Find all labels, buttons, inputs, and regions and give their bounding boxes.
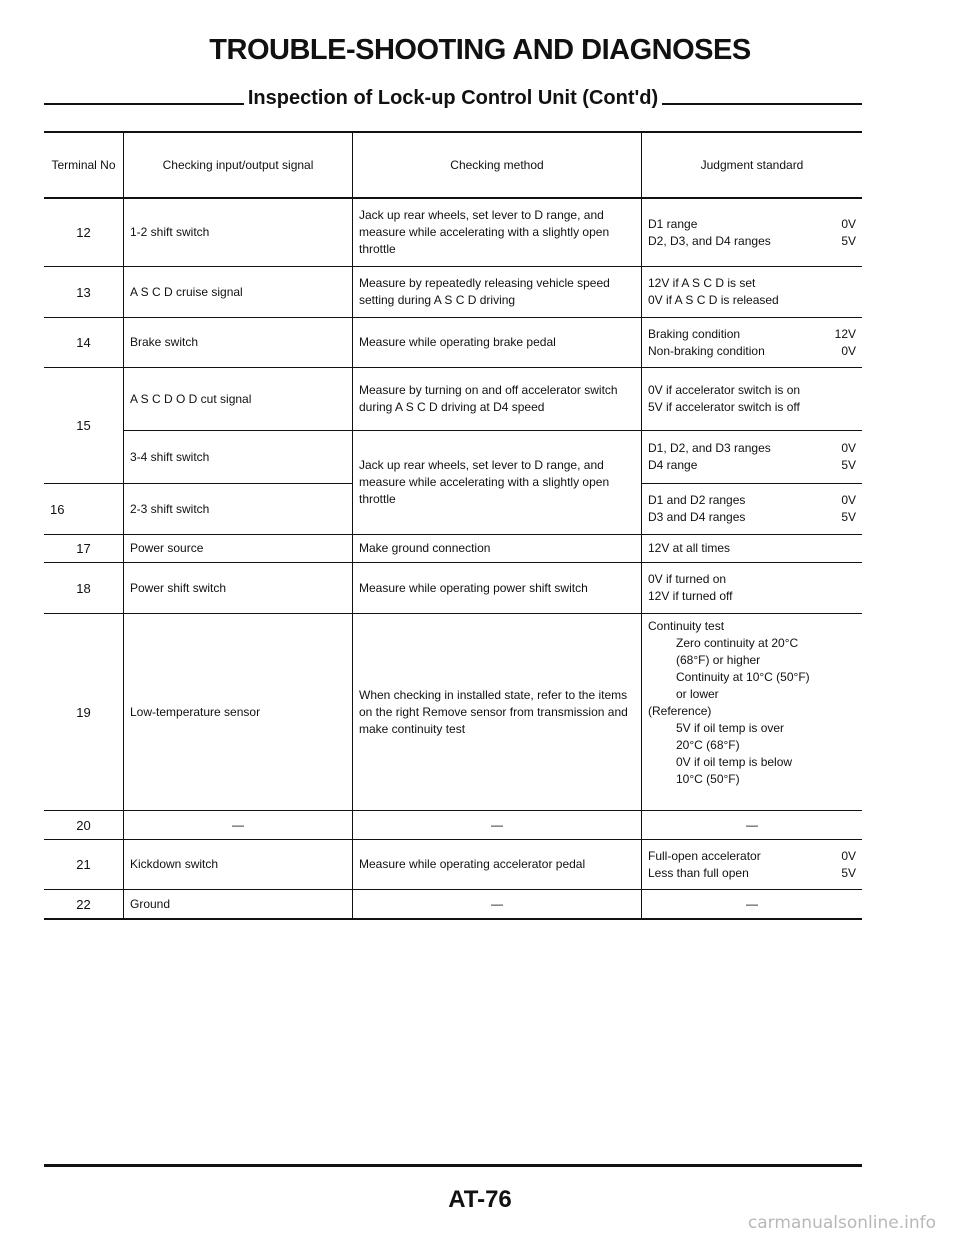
signal-name: — (123, 811, 352, 839)
table-row (44, 267, 862, 318)
table-row (44, 614, 862, 811)
page-number: AT-76 (448, 1186, 512, 1213)
judgment-standard: D1 and D2 ranges 0V D3 and D4 ranges 5V (641, 484, 862, 534)
checking-method: Make ground connection (352, 535, 641, 562)
judgment-standard: D1 range 0V D2, D3, and D4 ranges 5V (641, 199, 862, 266)
diagnosis-table (44, 131, 862, 920)
signal-name: Low-temperature sensor (123, 614, 352, 810)
judgment-standard: 12V at all times (641, 535, 862, 562)
terminal-number: 13 (76, 284, 91, 300)
terminal-number: 17 (76, 541, 91, 556)
signal-name: Power shift switch (123, 563, 352, 613)
signal-name: Kickdown switch (123, 840, 352, 889)
signal-name: Power source (123, 535, 352, 562)
watermark: carmanualsonline.info (747, 1213, 936, 1233)
signal-name: 2-3 shift switch (123, 484, 352, 534)
terminal-number: 14 (76, 335, 91, 350)
table-row (44, 563, 862, 614)
judgment-standard: Full-open accelerator 0V Less than full open 5V (641, 840, 862, 889)
checking-method: Measure while operating accelerator pedal (352, 840, 641, 889)
terminal-number: 19 (76, 704, 91, 720)
table-row (44, 318, 862, 368)
signal-name: A S C D cruise signal (123, 267, 352, 317)
table-row (44, 199, 862, 267)
terminal-number: 20 (76, 817, 91, 833)
judgment-standard: 12V if A S C D is set 0V if A S C D is released (641, 267, 862, 317)
signal-name: Ground (123, 890, 352, 918)
checking-method: — (352, 811, 641, 839)
judgment-standard: 0V if accelerator switch is on 5V if accelerator switch is off (641, 368, 862, 431)
signal-name: 1-2 shift switch (123, 199, 352, 266)
header-judgment: Judgment standard (641, 133, 862, 197)
terminal-number: 18 (76, 580, 91, 596)
table-row (44, 535, 862, 563)
page-title: TROUBLE-SHOOTING AND DIAGNOSES (209, 34, 751, 66)
footer-rule (44, 1164, 862, 1167)
table-row (44, 811, 862, 840)
terminal-number: 21 (76, 857, 91, 872)
judgment-standard: Braking condition 12V Non-braking condition 0V (641, 318, 862, 367)
heading-rule-right (662, 103, 862, 105)
signal-name: A S C D O D cut signal (123, 368, 352, 431)
merged-rows-15-16 (44, 368, 862, 535)
checking-method: Measure by turning on and off accelerator switch during A S C D driving at D4 speed (352, 368, 641, 431)
table-row (44, 840, 862, 890)
heading-rule-left (44, 103, 244, 105)
checking-method: Measure while operating brake pedal (352, 318, 641, 367)
checking-method: Jack up rear wheels, set lever to D range, and measure while accelerating with a slightly open throttle (352, 431, 641, 534)
section-heading (44, 84, 862, 110)
terminal-number: 15 (44, 368, 123, 484)
signal-name: 3-4 shift switch (123, 431, 352, 484)
judgment-standard: 0V if turned on 12V if turned off (641, 563, 862, 613)
header-terminal: Terminal No (51, 157, 116, 172)
judgment-standard: Continuity test Zero continuity at 20°C (68°F) or higher Continuity at 10°C (50°F) or lower (Reference) 5V if oil temp is over 20°C (68°F) 0V if oil temp is below 10°C (50°F) (641, 614, 862, 810)
terminal-number: 12 (76, 225, 91, 240)
checking-method: — (352, 890, 641, 918)
judgment-standard: — (641, 811, 862, 839)
signal-name: Brake switch (123, 318, 352, 367)
header-method: Checking method (352, 133, 641, 197)
judgment-standard: — (641, 890, 862, 918)
judgment-standard: D1, D2, and D3 ranges 0V D4 range 5V (641, 431, 862, 484)
checking-method: Measure by repeatedly releasing vehicle speed setting during A S C D driving (352, 267, 641, 317)
table-row (44, 890, 862, 918)
terminal-number: 22 (76, 896, 91, 912)
table-header-row (44, 133, 862, 199)
checking-method: Measure while operating power shift switch (352, 563, 641, 613)
header-signal: Checking input/output signal (123, 133, 352, 197)
checking-method: Jack up rear wheels, set lever to D range, and measure while accelerating with a slightly open throttle (352, 199, 641, 266)
checking-method: When checking in installed state, refer to the items on the right Remove sensor from transmission and make continuity test (352, 614, 641, 810)
section-subtitle: Inspection of Lock-up Control Unit (Cont'd) (247, 87, 659, 109)
terminal-number: 16 (50, 501, 65, 517)
